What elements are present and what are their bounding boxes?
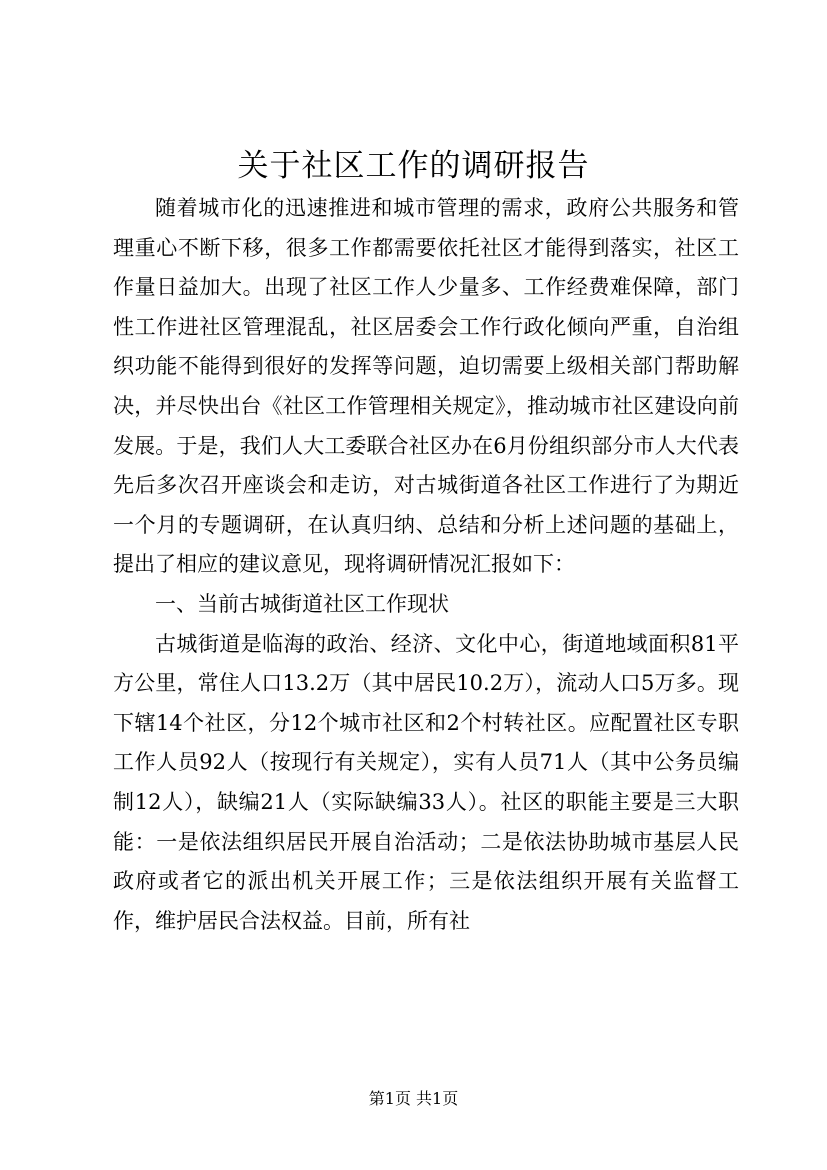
section-heading: 一、当前古城街道社区工作现状 bbox=[155, 591, 449, 616]
page-footer: 第1页 共1页 bbox=[368, 1089, 459, 1108]
document-body bbox=[113, 189, 739, 941]
status-paragraph: 古城街道是临海的政治、经济、文化中心，街道地域面积81平方公里，常住人口13.2万（其中居民10.2万），流动人口5万多。现下辖14个社区，分12个城市社区和2个村转社区。应配置社区专职工作人员92人（按现行有关规定），实有人员71人（其中公务员编制12人），缺编21人（实际缺编33人）。社区的职能主要是三大职能：一是依法组织居民开展自治活动；二是依法协助城市基层人民政府或者它的派出机关开展工作；三是依法组织开展有关监督工作，维护居民合法权益。目前，所有社 bbox=[113, 631, 739, 933]
intro-paragraph: 随着城市化的迅速推进和城市管理的需求，政府公共服务和管理重心不断下移，很多工作都需要依托社区才能得到落实，社区工作量日益加大。出现了社区工作人少量多、工作经费难保障，部门性工作进社区管理混乱，社区居委会工作行政化倾向严重，自治组织功能不能得到很好的发挥等问题，迫切需要上级相关部门帮助解决，并尽快出台《社区工作管理相关规定》，推动城市社区建设向前发展。于是，我们人大工委联合社区办在6月份组织部分市人大代表先后多次召开座谈会和走访，对古城街道各社区工作进行了为期近一个月的专题调研，在认真归纳、总结和分析上述问题的基础上，提出了相应的建议意见，现将调研情况汇报如下： bbox=[113, 196, 739, 577]
document-title: 关于社区工作的调研报告 bbox=[237, 148, 590, 184]
